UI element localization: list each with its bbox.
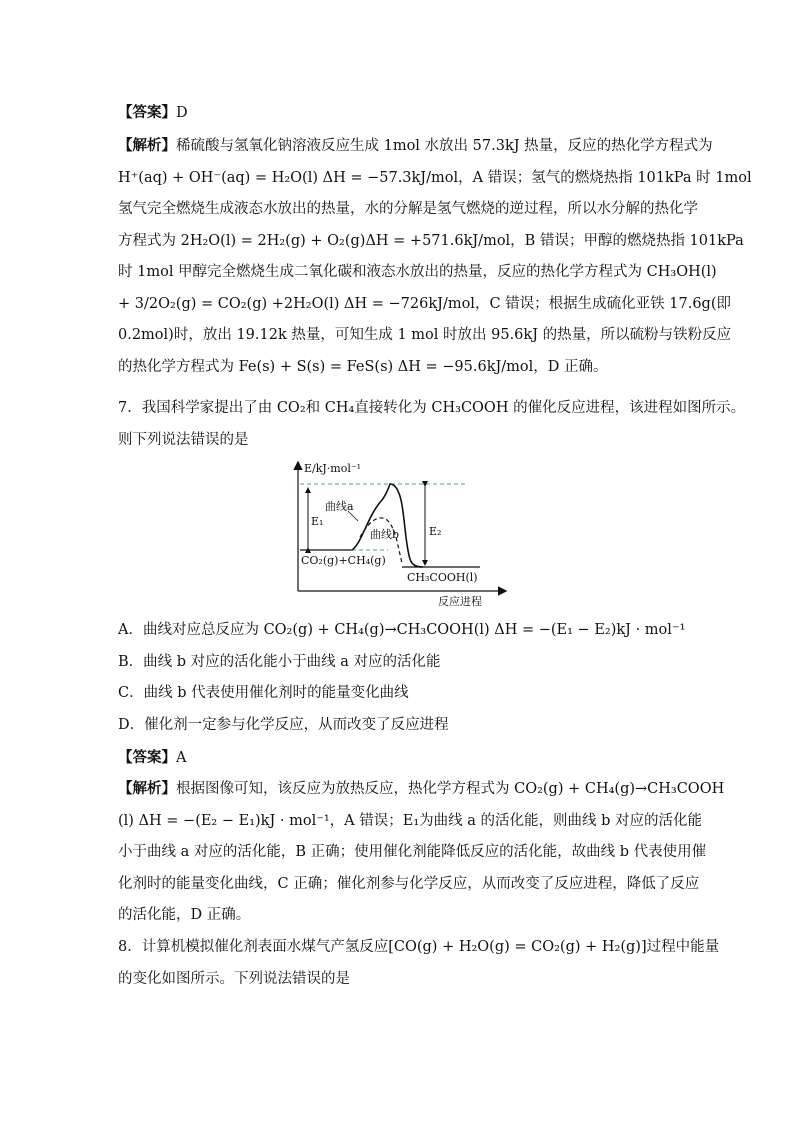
e2-label: E₂ bbox=[429, 525, 442, 538]
q7-analysis-line: 小于曲线 a 对应的活化能，B 正确；使用催化剂能降低反应的活化能，故曲线 b 代表使用催 bbox=[118, 844, 707, 860]
q6-analysis bbox=[118, 130, 752, 383]
q7-stem-line: 7．我国科学家提出了由 CO₂和 CH₄直接转化为 CH₃COOH 的催化反应进程，该进程如图所示。 bbox=[118, 400, 746, 416]
q7-option-c: C．曲线 b 代表使用催化剂时的能量变化曲线 bbox=[118, 685, 409, 701]
q6-analysis-line: 0.2mol)时，放出 19.12k 热量，可知生成 1 mol 时放出 95.6kJ 的热量，所以硫粉与铁粉反应 bbox=[118, 327, 732, 343]
q7-analysis bbox=[118, 773, 725, 932]
energy-diagram bbox=[280, 455, 520, 610]
q6-analysis-line: + 3/2O₂(g) = CO₂(g) +2H₂O(l) ΔH = −726kJ/mol，C 错误；根据生成硫化亚铁 17.6g(即 bbox=[118, 295, 731, 312]
q7-option-b: B．曲线 b 对应的活化能小于曲线 a 对应的活化能 bbox=[118, 653, 441, 670]
q6-analysis-line: 时 1mol 甲醇完全燃烧生成二氧化碳和液态水放出的热量，反应的热化学方程式为 CH₃OH(l) bbox=[118, 264, 717, 280]
q7-analysis-line: 化剂时的能量变化曲线，C 正确；催化剂参与化学反应，从而改变了反应进程，降低了反应 bbox=[118, 875, 700, 892]
product-label: CH₃COOH(l) bbox=[407, 571, 478, 584]
curve-b-label: 曲线b bbox=[370, 528, 400, 541]
curve-a-label: 曲线a bbox=[325, 500, 354, 513]
y-axis-label: E/kJ·mol⁻¹ bbox=[304, 462, 362, 475]
q7-analysis-label: 【解析】 bbox=[118, 780, 176, 797]
q6-answer-value: D bbox=[176, 105, 188, 121]
q6-analysis-line: 方程式为 2H₂O(l) = 2H₂(g) + O₂(g)ΔH = +571.6kJ/mol，B 错误；甲醇的燃烧热指 101kPa bbox=[118, 232, 744, 249]
q6-answer bbox=[118, 103, 188, 123]
q6-answer-label: 【答案】 bbox=[118, 104, 176, 121]
q6-analysis-line: 的热化学方程式为 Fe(s) + S(s) = FeS(s) ΔH = −95.6kJ/mol，D 正确。 bbox=[118, 358, 608, 375]
q7-analysis-line: (l) ΔH = −(E₂ − E₁)kJ · mol⁻¹，A 错误；E₁为曲线 a 的活化能，则曲线 b 对应的活化能 bbox=[118, 812, 703, 829]
q7-answer-value: A bbox=[176, 750, 187, 766]
e1-label: E₁ bbox=[311, 515, 324, 528]
q7-option-a: A．曲线对应总反应为 CO₂(g) + CH₄(g)→CH₃COOH(l) ΔH = −(E₁ − E₂)kJ · mol⁻¹ bbox=[118, 622, 686, 638]
q7-answer-label: 【答案】 bbox=[118, 749, 176, 766]
q7-stem bbox=[118, 393, 746, 456]
reactants-label: CO₂(g)+CH₄(g) bbox=[301, 554, 386, 567]
q6-analysis-label: 【解析】 bbox=[118, 137, 176, 154]
q7-analysis-line: 【解析】根据图像可知，该反应为放热反应，热化学方程式为 CO₂(g) + CH₄(g)→CH₃COOH bbox=[118, 780, 725, 797]
x-axis-label: 反应进程 bbox=[438, 595, 482, 608]
q7-answer bbox=[118, 748, 186, 768]
q6-analysis-line: 氢气完全燃烧生成液态水放出的热量，水的分解是氢气燃烧的逆过程，所以水分解的热化学 bbox=[118, 201, 698, 217]
q6-analysis-line: H⁺(aq) + OH⁻(aq) = H₂O(l) ΔH = −57.3kJ/mol，A 错误；氢气的燃烧热指 101kPa 时 1mol bbox=[118, 169, 752, 186]
q6-analysis-line: 【解析】稀硫酸与氢氧化钠溶液反应生成 1mol 水放出 57.3kJ 热量，反应的热化学方程式为 bbox=[118, 137, 713, 154]
energy-diagram-svg bbox=[280, 455, 520, 610]
q8-stem-line: 8．计算机模拟催化剂表面水煤气产氢反应[CO(g) + H₂O(g) = CO₂(g) + H₂(g)]过程中能量 bbox=[118, 939, 720, 955]
q8-stem-line: 的变化如图所示。下列说法错误的是 bbox=[118, 970, 350, 987]
q7-analysis-line: 的活化能，D 正确。 bbox=[118, 907, 251, 923]
q7-stem-line: 则下列说法错误的是 bbox=[118, 431, 249, 448]
q7-option-d: D．催化剂一定参与化学反应，从而改变了反应进程 bbox=[118, 716, 449, 733]
q7-options bbox=[118, 615, 686, 741]
q8-stem bbox=[118, 932, 720, 995]
